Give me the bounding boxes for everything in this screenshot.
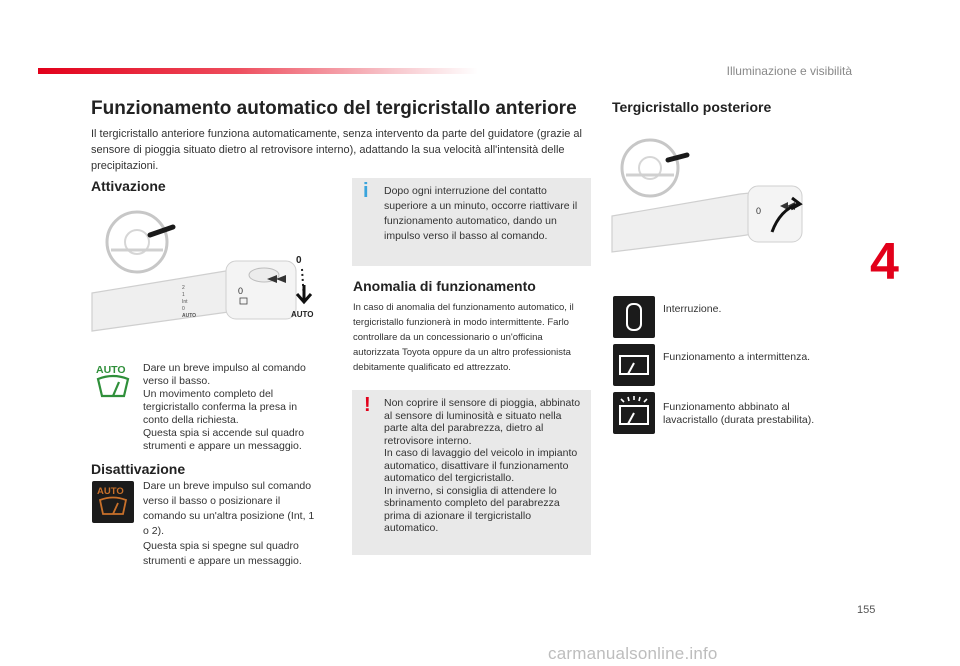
- posteriore-heading: Tergicristallo posteriore: [612, 99, 772, 115]
- rear-stalk-zero-label: 0: [756, 206, 762, 216]
- arrow-down-icon: [297, 285, 311, 302]
- stalk-position-2: 2: [182, 285, 185, 291]
- arrow-auto-label: AUTO: [291, 310, 314, 319]
- anomalia-heading: Anomalia di funzionamento: [353, 278, 536, 294]
- disattivazione-heading: Disattivazione: [91, 461, 186, 477]
- watermark: carmanualsonline.info: [548, 644, 718, 663]
- intro-paragraph: Il tergicristallo anteriore funziona automaticamente, senza intervento da parte del guidatore (grazie al sensore di pioggia situato dietro al retrovisore interno), adattando la sua velocità all'intensità delle precipitazioni.: [91, 128, 582, 172]
- anomalia-text: In caso di anomalia del funzionamento automatico, il tergicristallo funzionerà in modo intermittente. Farlo controllare da un concessionario o un'officina autorizzata Toyota oppure da un altro professionista debitamente qualificato ed attrezzato.: [353, 302, 574, 373]
- stalk-position-1: 1: [182, 292, 185, 298]
- warning-note-text: Non coprire il sensore di pioggia, abbinato al sensore di luminosità e situato nella parte alta del parabrezza, dietro al retrovisore interno. In caso di lavaggio del veicolo in impianto automatico, disattivare il funzionamento automatico del tergicristallo. In inverno, si consiglia di attendere lo sbrinamento completo del parabrezza prima di azionare il tergicristallo automatico.: [384, 397, 581, 534]
- rear-wiper-stalk-illustration: [610, 128, 810, 264]
- page-number: 155: [857, 604, 876, 616]
- info-note-text: Dopo ogni interruzione del contatto superiore a un minuto, occorre riattivare il funzionamento automatico, dando un impulso verso il basso al comando.: [384, 185, 578, 242]
- info-icon: i: [363, 180, 369, 202]
- stalk-position-0: 0: [182, 306, 185, 312]
- chapter-number: 4: [870, 233, 899, 291]
- auto-indicator-off-label: AUTO: [97, 486, 124, 497]
- auto-wiper-indicator-off: [92, 481, 134, 523]
- rear-wiper-intermittent-icon: [613, 344, 655, 386]
- disattivazione-text: Dare un breve impulso sul comando verso il basso o posizionare il comando su un'altra posizione (Int, 1 o 2). Questa spia si spegne sul quadro strumenti e appare un messaggio.: [143, 480, 315, 567]
- stalk-position-auto: AUTO: [182, 313, 197, 319]
- stalk-zero-label: 0: [238, 286, 244, 296]
- rear-item-off-label: Interruzione.: [663, 303, 722, 315]
- rear-item-intermittent-label: Funzionamento a intermittenza.: [663, 351, 811, 363]
- front-wiper-stalk-illustration: [90, 205, 330, 345]
- stalk-position-int: Int: [182, 299, 188, 305]
- auto-wiper-indicator-on: [92, 362, 134, 404]
- header-accent-bar: [38, 68, 478, 74]
- attivazione-heading: Attivazione: [91, 178, 166, 194]
- rear-wiper-off-icon: [613, 296, 655, 338]
- arrow-zero-label: 0: [296, 255, 302, 266]
- windscreen-icon: [98, 376, 128, 396]
- warning-exclamation-icon: !: [364, 394, 371, 416]
- rear-item-washer-label: Funzionamento abbinato al lavacristallo (durata prestabilita).: [663, 401, 815, 426]
- section-title: Illuminazione e visibilità: [726, 64, 852, 78]
- rear-wiper-washer-icon: [613, 392, 655, 434]
- attivazione-text: Dare un breve impulso al comando verso il basso. Un movimento completo del tergicristallo conferma la presa in conto della richiesta. Questa spia si accende sul quadro strumenti e appare un messaggio.: [143, 362, 306, 452]
- page-title: Funzionamento automatico del tergicristallo anteriore: [91, 98, 577, 119]
- warning-note: [352, 390, 591, 555]
- info-note: [352, 178, 591, 266]
- windscreen-off-icon: [100, 498, 126, 515]
- auto-indicator-label: AUTO: [96, 364, 126, 376]
